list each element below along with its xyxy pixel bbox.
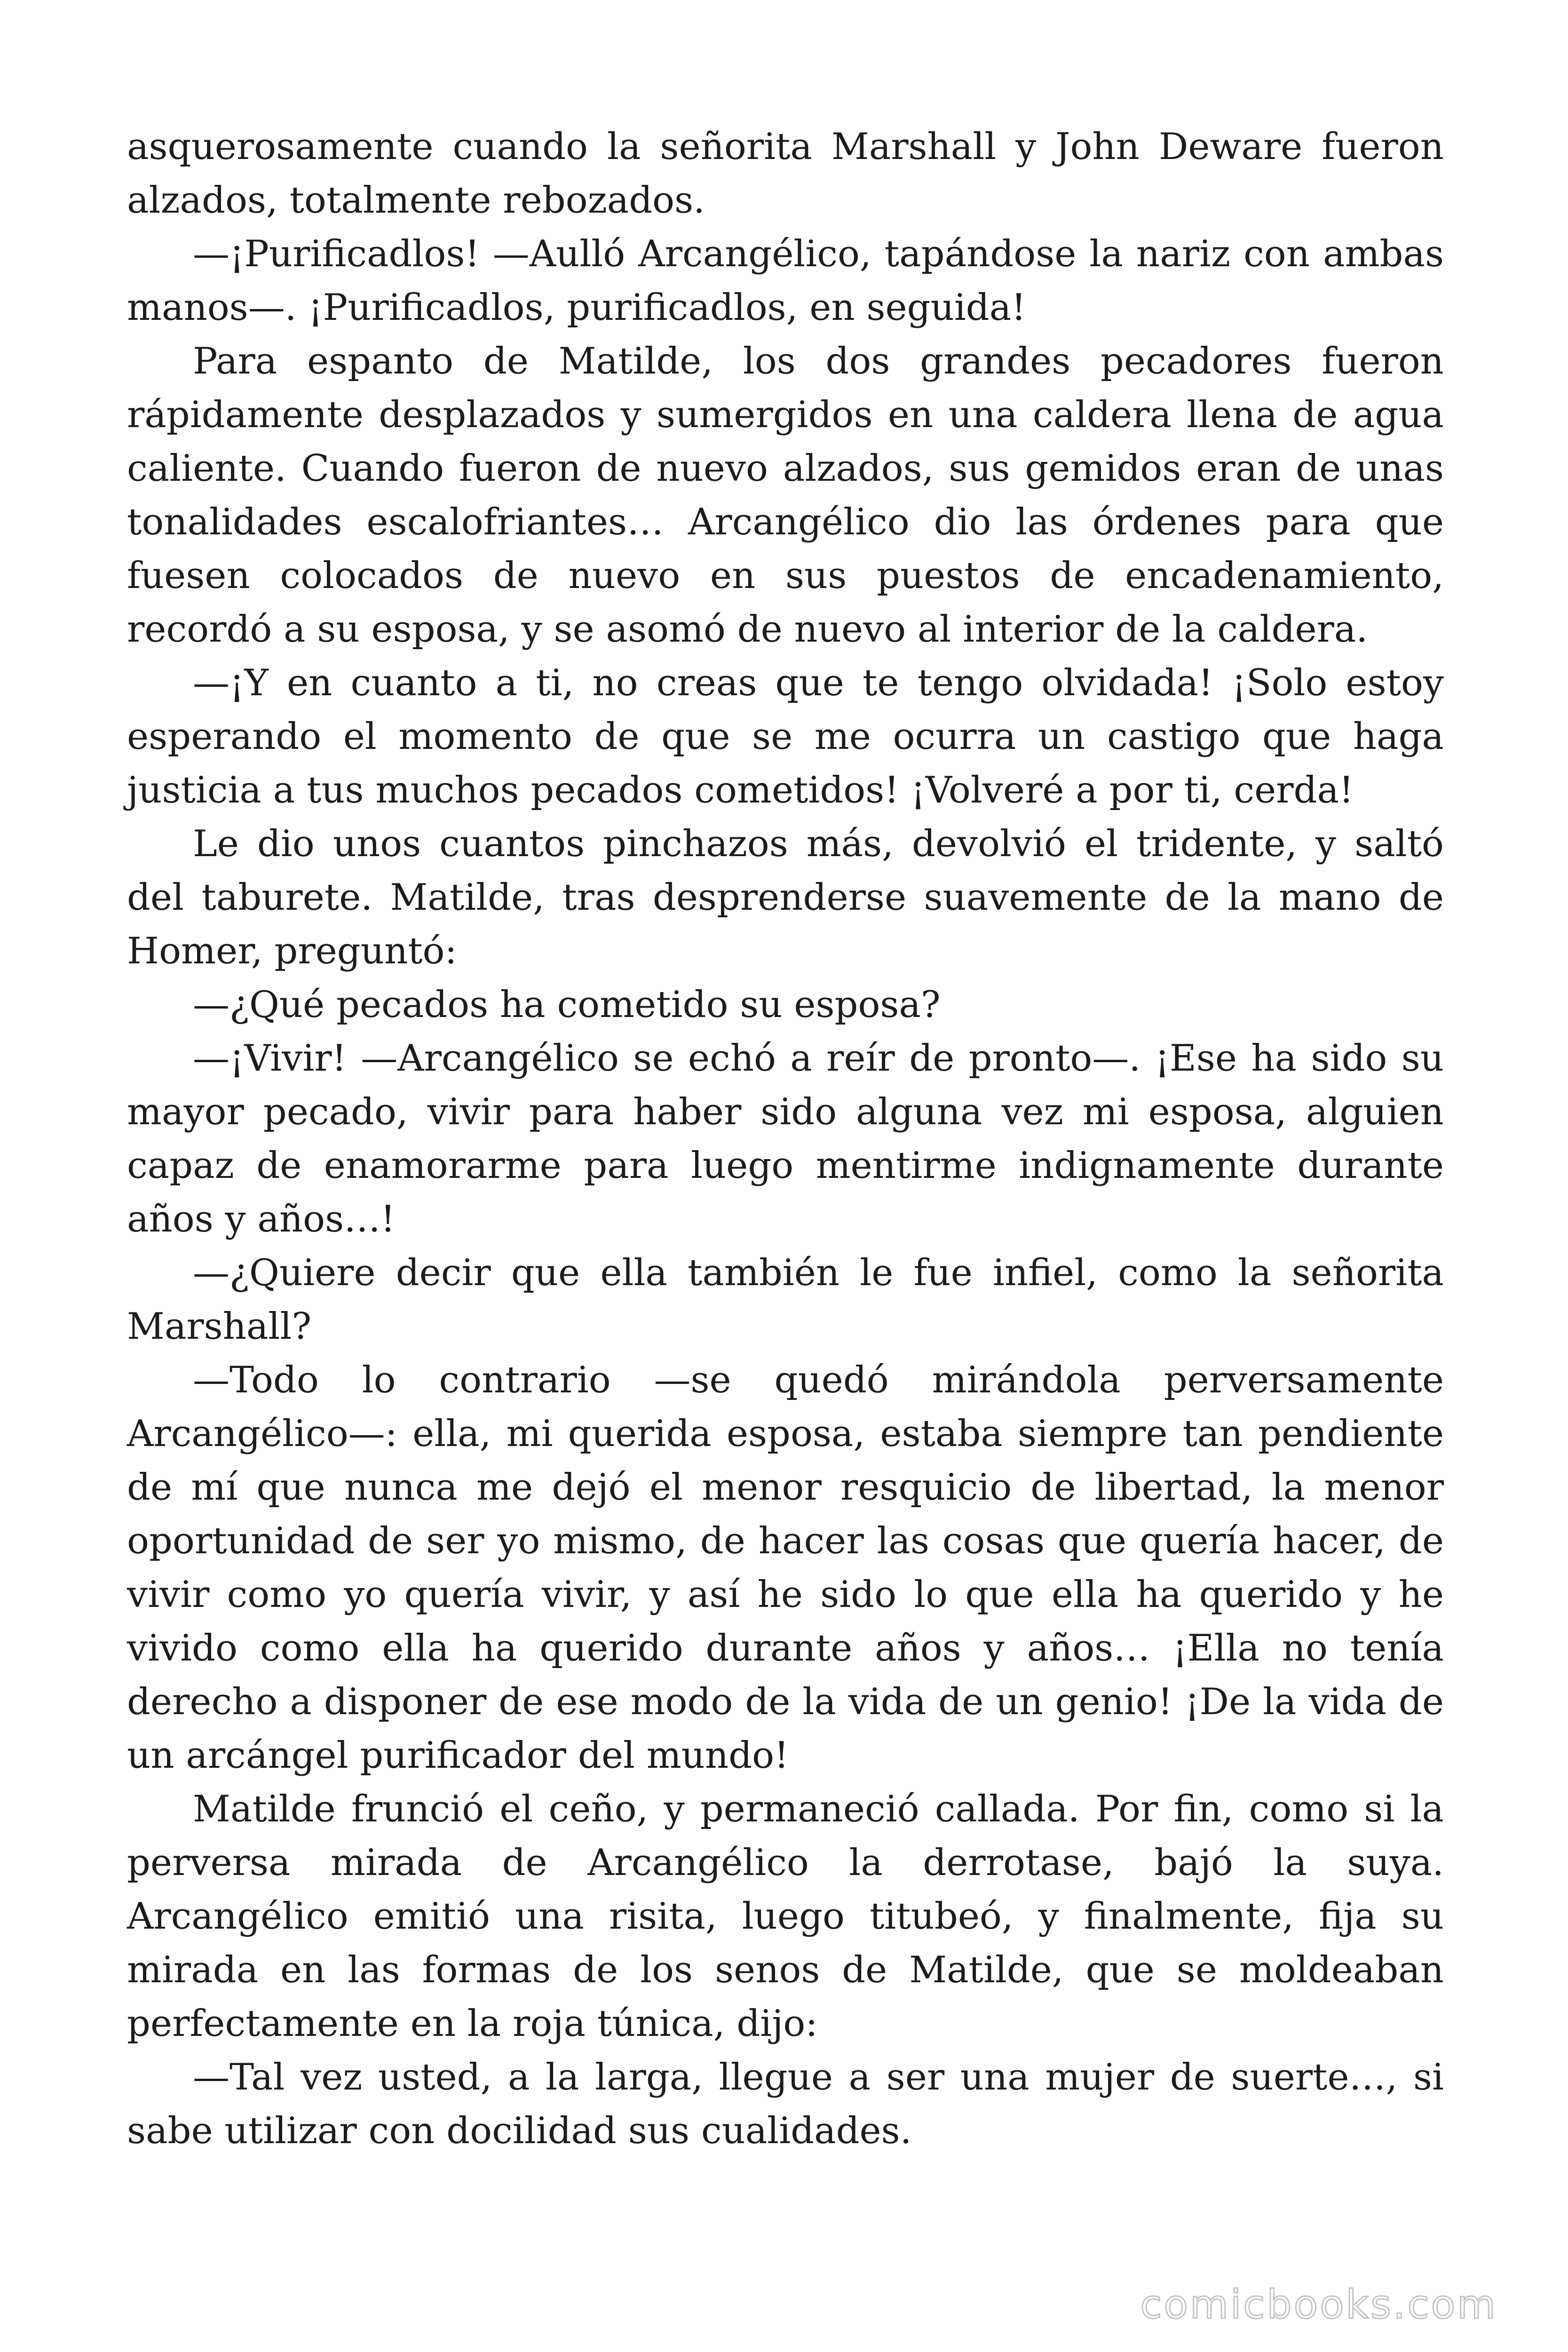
paragraph-7: —¡Vivir! —Arcangélico se echó a reír de pronto—. ¡Ese ha sido su mayor pecado, vivir para haber sido alguna vez mi esposa, alguien capaz de enamorarme para luego mentirme indignamente durante años y años…! bbox=[127, 1037, 1444, 1240]
paragraph-8: —¿Quiere decir que ella también le fue infiel, como la señorita Marshall? bbox=[127, 1252, 1444, 1348]
paragraph-9: —Todo lo contrario —se quedó mirándola perversamente Arcangélico—: ella, mi querida esposa, estaba siempre tan pendiente de mí que nunca me dejó el menor resquicio de libertad, la menor oportunidad de ser yo mismo, de hacer las cosas que quería hacer, de vivir como yo quería vivir, y así he sido lo que ella ha querido y he vivido como ella ha querido durante años y años… ¡Ella no tenía derecho a disponer de ese modo de la vida de un genio! ¡De la vida de un arcángel purificador del mundo! bbox=[127, 1359, 1444, 1777]
paragraph-6: —¿Qué pecados ha cometido su esposa? bbox=[193, 984, 941, 1026]
paragraph-5: Le dio unos cuantos pinchazos más, devolvió el tridente, y saltó del taburete. Matilde, tras desprenderse suavemente de la mano de Homer, preguntó: bbox=[127, 823, 1444, 972]
paragraph-11: —Tal vez usted, a la larga, llegue a ser una mujer de suerte…, si sabe utilizar con docilidad sus cualidades. bbox=[127, 2056, 1444, 2152]
paragraph-10: Matilde frunció el ceño, y permaneció callada. Por fin, como si la perversa mirada de Arcangélico la derrotase, bajó la suya. Arcangélico emitió una risita, luego titubeó, y finalmente, fija su mirada en las formas de los senos de Matilde, que se moldeaban perfectamente en la roja túnica, dijo: bbox=[127, 1788, 1444, 2045]
watermark: comicbooks.com bbox=[1140, 2281, 1497, 2328]
paragraph-3: Para espanto de Matilde, los dos grandes pecadores fueron rápidamente desplazados y sumergidos en una caldera llena de agua caliente. Cuando fueron de nuevo alzados, sus gemidos eran de unas tonalidades escalofriantes… Arcangélico dio las órdenes para que fuesen colocados de nuevo en sus puestos de encadenamiento, recordó a su esposa, y se asomó de nuevo al interior de la caldera. bbox=[127, 340, 1444, 651]
paragraph-4: —¡Y en cuanto a ti, no creas que te tengo olvidada! ¡Solo estoy esperando el momento de que se me ocurra un castigo que haga justicia a tus muchos pecados cometidos! ¡Volveré a por ti, cerda! bbox=[127, 662, 1444, 811]
paragraph-2: —¡Purificadlos! —Aulló Arcangélico, tapándose la nariz con ambas manos—. ¡Purificadlos, purificadlos, en seguida! bbox=[127, 233, 1444, 329]
paragraph-1: asquerosamente cuando la señorita Marshall y John Deware fueron alzados, totalmente rebozados. bbox=[127, 126, 1444, 222]
page-body bbox=[127, 120, 1444, 2158]
